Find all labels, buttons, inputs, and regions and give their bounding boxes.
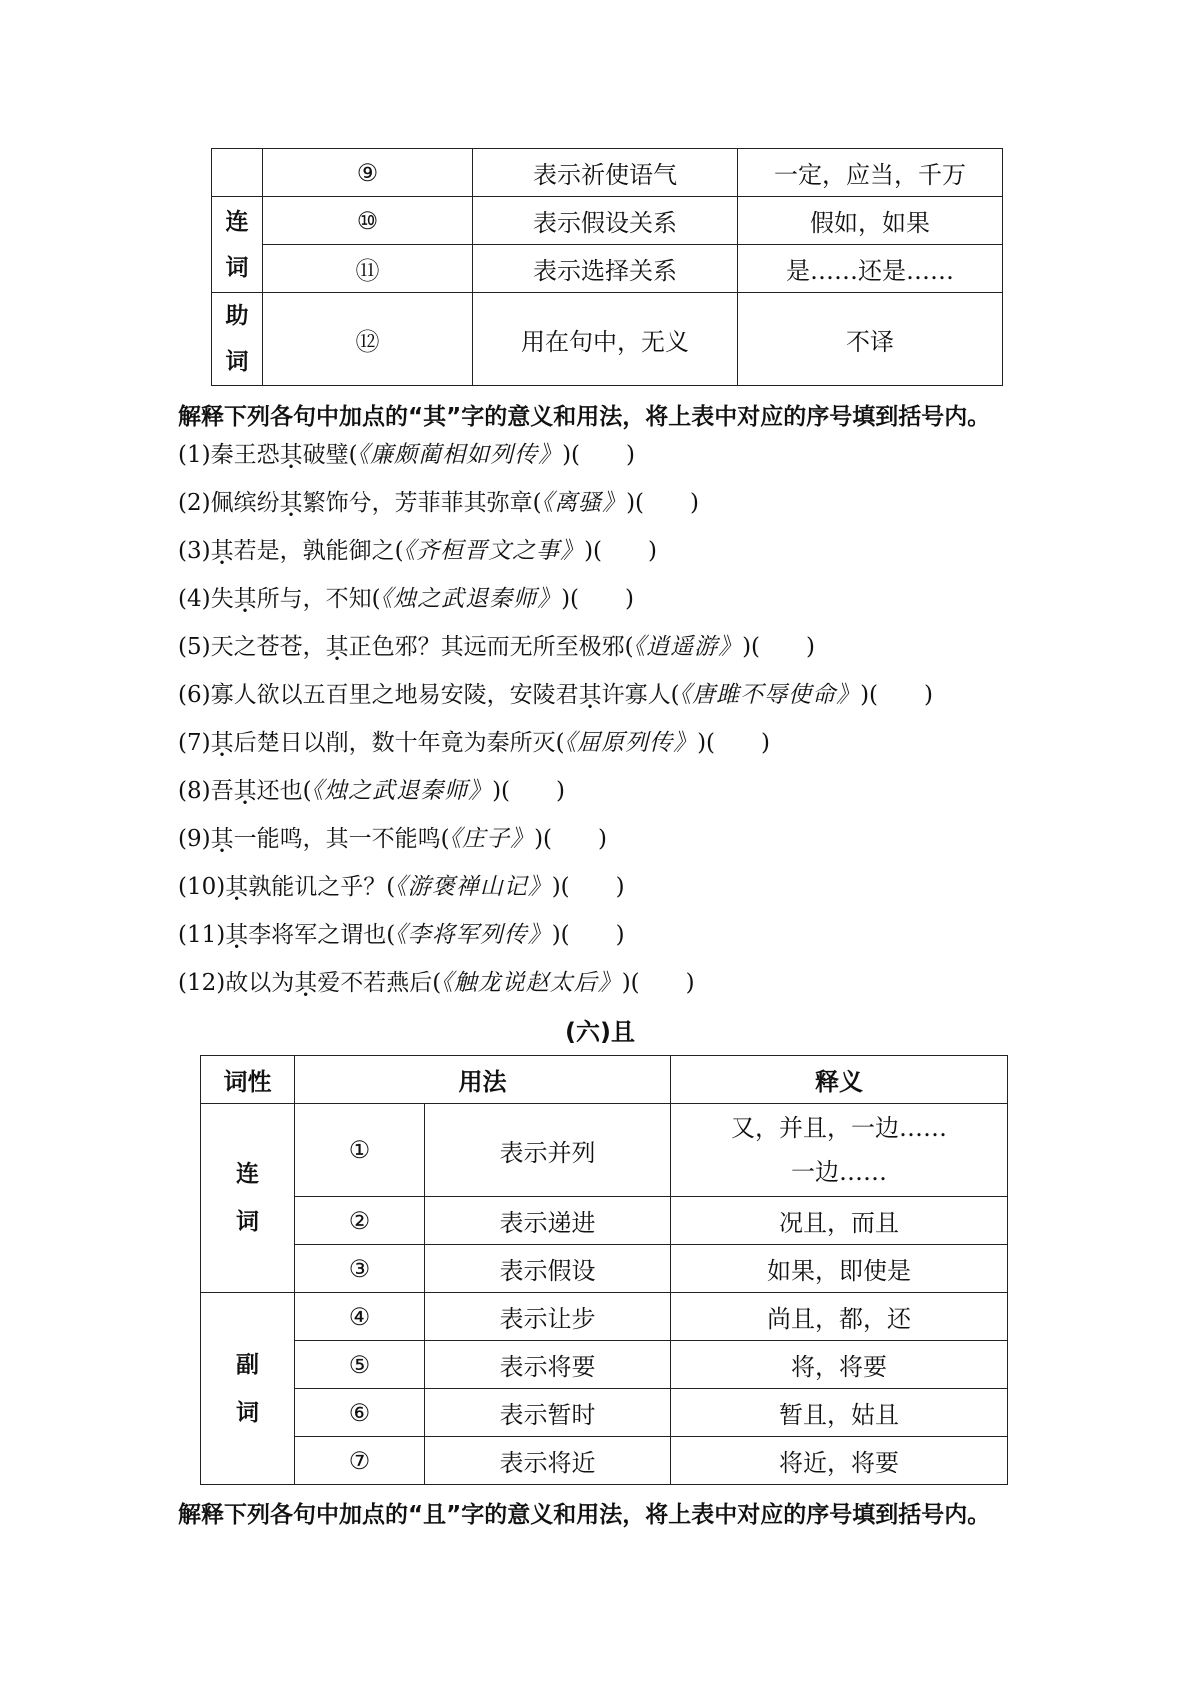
question-text-after: 正色邪？其远而无所至极邪( xyxy=(348,634,634,660)
question-number: (3) xyxy=(178,538,211,564)
question-text-after: 还也( xyxy=(256,778,312,804)
question-number: (8) xyxy=(178,778,211,804)
header-meaning: 释义 xyxy=(671,1056,1008,1104)
pos-cell xyxy=(212,149,263,197)
question-number: (12) xyxy=(178,970,226,996)
source-title: 《庄子》 xyxy=(449,826,535,852)
dotted-char: 其 xyxy=(225,874,249,900)
pos-char: 副 xyxy=(236,1351,259,1378)
question-item xyxy=(178,440,635,470)
pos-char: 连 xyxy=(236,1161,259,1187)
usage-cell: 表示暂时 xyxy=(425,1389,671,1437)
question-text-before: 佩缤纷 xyxy=(210,490,280,516)
source-title: 《烛之武退秦师》 xyxy=(311,778,493,804)
index-cell: ⑦ xyxy=(295,1437,425,1485)
dotted-char: 其 xyxy=(210,538,234,564)
table-row xyxy=(201,1293,1008,1341)
pos-cell-conjunction xyxy=(212,197,263,293)
usage-cell: 表示假设关系 xyxy=(473,197,738,245)
pos-char: 词 xyxy=(225,254,249,281)
question-item xyxy=(178,872,625,902)
dotted-char: 其 xyxy=(210,730,234,756)
pos-cell-adverb xyxy=(201,1293,295,1485)
question-item xyxy=(178,680,933,710)
dotted-char: 其 xyxy=(279,442,303,468)
meaning-cell: 是……还是…… xyxy=(738,245,1003,293)
meaning-cell: 不译 xyxy=(738,293,1003,386)
question-item xyxy=(178,968,695,998)
question-number: (6) xyxy=(178,682,211,708)
dotted-char: 其 xyxy=(325,634,349,660)
usage-cell: 表示递进 xyxy=(425,1197,671,1245)
dotted-char: 其 xyxy=(279,490,303,516)
pos-char: 词 xyxy=(236,1209,259,1235)
usage-cell: 表示祈使语气 xyxy=(473,149,738,197)
answer-blank[interactable]: )( ) xyxy=(551,922,625,948)
index-cell: ④ xyxy=(295,1293,425,1341)
question-item xyxy=(178,488,699,518)
question-text-before: 吾 xyxy=(210,778,234,804)
usage-cell: 表示选择关系 xyxy=(473,245,738,293)
index-cell: ① xyxy=(295,1104,425,1197)
table-row xyxy=(201,1245,1008,1293)
source-title: 《唐雎不辱使命》 xyxy=(679,682,861,708)
question-text-before: 秦王恐 xyxy=(210,442,280,468)
source-title: 《游褒禅山记》 xyxy=(395,874,552,900)
index-cell: ⑥ xyxy=(295,1389,425,1437)
question-text-after: 孰能讥之乎？( xyxy=(248,874,396,900)
dotted-char: 其 xyxy=(294,970,318,996)
index-cell: ⑨ xyxy=(263,149,473,197)
answer-blank[interactable]: )( ) xyxy=(561,586,634,612)
question-text-after: 后楚日以削，数十年竟为秦所灭( xyxy=(233,730,565,756)
question-number: (7) xyxy=(178,730,211,756)
answer-blank[interactable]: )( ) xyxy=(621,970,695,996)
meaning-cell: 一定，应当，千万 xyxy=(738,149,1003,197)
dotted-char: 其 xyxy=(233,586,257,612)
table-row xyxy=(201,1197,1008,1245)
dotted-char: 其 xyxy=(225,922,249,948)
question-text-before: 天之苍苍， xyxy=(210,634,326,660)
dotted-char: 其 xyxy=(578,682,602,708)
instruction-qi: 解释下列各句中加点的“其”字的意义和用法，将上表中对应的序号填到括号内。 xyxy=(178,404,991,430)
question-item xyxy=(178,824,607,854)
dotted-char: 其 xyxy=(210,826,234,852)
question-item xyxy=(178,728,770,758)
source-title: 《离骚》 xyxy=(541,490,627,516)
question-item xyxy=(178,632,815,662)
answer-blank[interactable]: )( ) xyxy=(534,826,607,852)
question-text-after: 破璧( xyxy=(302,442,358,468)
table-row xyxy=(201,1389,1008,1437)
dotted-char: 其 xyxy=(233,778,257,804)
table-row xyxy=(212,149,1003,197)
source-title: 《屈原列传》 xyxy=(564,730,698,756)
question-text-after: 一能鸣，其一不能鸣( xyxy=(233,826,450,852)
pos-cell-particle xyxy=(212,293,263,386)
source-title: 《触龙说赵太后》 xyxy=(441,970,622,996)
table-header-row xyxy=(201,1056,1008,1104)
answer-blank[interactable]: )( ) xyxy=(562,442,635,468)
question-text-after: 所与，不知( xyxy=(256,586,381,612)
header-pos: 词性 xyxy=(201,1056,295,1104)
meaning-cell: 暂且，姑且 xyxy=(671,1389,1008,1437)
answer-blank[interactable]: )( ) xyxy=(492,778,565,804)
usage-cell: 表示假设 xyxy=(425,1245,671,1293)
question-number: (4) xyxy=(178,586,211,612)
question-item xyxy=(178,584,634,614)
table-row xyxy=(212,197,1003,245)
meaning-cell: 尚且，都，还 xyxy=(671,1293,1008,1341)
table-row xyxy=(212,245,1003,293)
question-number: (1) xyxy=(178,442,211,468)
meaning-line: 又，并且，一边…… xyxy=(731,1114,947,1142)
usage-table-qi xyxy=(211,148,1003,386)
usage-cell: 表示让步 xyxy=(425,1293,671,1341)
meaning-cell: 将，将要 xyxy=(671,1341,1008,1389)
usage-cell: 用在句中，无义 xyxy=(473,293,738,386)
source-title: 《廉颇蔺相如列传》 xyxy=(357,442,563,468)
meaning-cell: 将近，将要 xyxy=(671,1437,1008,1485)
question-number: (9) xyxy=(178,826,211,852)
table-row xyxy=(201,1437,1008,1485)
index-cell: ③ xyxy=(295,1245,425,1293)
usage-table-qie xyxy=(200,1055,1008,1485)
question-text-after: 若是，孰能御之( xyxy=(233,538,404,564)
index-cell: ⑩ xyxy=(263,197,473,245)
pos-char: 词 xyxy=(225,349,249,375)
question-item xyxy=(178,776,565,806)
question-text-after: 爱不若燕后( xyxy=(317,970,442,996)
question-text-after: 繁饰兮，芳菲菲其弥章( xyxy=(302,490,542,516)
meaning-cell: 况且，而且 xyxy=(671,1197,1008,1245)
meaning-cell: 假如，如果 xyxy=(738,197,1003,245)
question-text-before: 失 xyxy=(210,586,234,612)
question-number: (10) xyxy=(178,874,226,900)
meaning-cell xyxy=(671,1104,1008,1197)
question-text-before: 故以为 xyxy=(225,970,295,996)
answer-blank[interactable]: )( ) xyxy=(551,874,625,900)
question-text-after: 李将军之谓也( xyxy=(248,922,396,948)
question-text-before: 寡人欲以五百里之地易安陵，安陵君 xyxy=(210,682,579,708)
table-row xyxy=(201,1104,1008,1197)
source-title: 《烛之武退秦师》 xyxy=(380,586,562,612)
header-usage: 用法 xyxy=(295,1056,671,1104)
question-item xyxy=(178,920,625,950)
answer-blank[interactable]: )( ) xyxy=(742,634,815,660)
meaning-cell: 如果，即使是 xyxy=(671,1245,1008,1293)
question-item xyxy=(178,536,657,566)
answer-blank[interactable]: )( ) xyxy=(626,490,699,516)
pos-cell-conjunction xyxy=(201,1104,295,1293)
pos-char: 词 xyxy=(236,1399,259,1426)
source-title: 《齐桓晋文之事》 xyxy=(403,538,585,564)
section-title: (六)且 xyxy=(565,1018,635,1046)
meaning-line: 一边…… xyxy=(791,1158,887,1186)
index-cell: ⑫ xyxy=(263,293,473,386)
question-text-after: 许寡人( xyxy=(601,682,680,708)
index-cell: ② xyxy=(295,1197,425,1245)
answer-blank[interactable]: )( ) xyxy=(697,730,770,756)
usage-cell: 表示将要 xyxy=(425,1341,671,1389)
usage-cell: 表示将近 xyxy=(425,1437,671,1485)
source-title: 《逍遥游》 xyxy=(633,634,743,660)
question-number: (5) xyxy=(178,634,211,660)
source-title: 《李将军列传》 xyxy=(395,922,552,948)
answer-blank[interactable]: )( ) xyxy=(584,538,657,564)
question-number: (2) xyxy=(178,490,211,516)
pos-char: 助 xyxy=(225,303,249,329)
instruction-qie: 解释下列各句中加点的“且”字的意义和用法，将上表中对应的序号填到括号内。 xyxy=(178,1502,991,1528)
question-number: (11) xyxy=(178,922,226,948)
table-row xyxy=(212,293,1003,386)
index-cell: ⑤ xyxy=(295,1341,425,1389)
usage-cell: 表示并列 xyxy=(425,1104,671,1197)
pos-char: 连 xyxy=(225,208,249,235)
table-row xyxy=(201,1341,1008,1389)
index-cell: ⑪ xyxy=(263,245,473,293)
answer-blank[interactable]: )( ) xyxy=(860,682,933,708)
